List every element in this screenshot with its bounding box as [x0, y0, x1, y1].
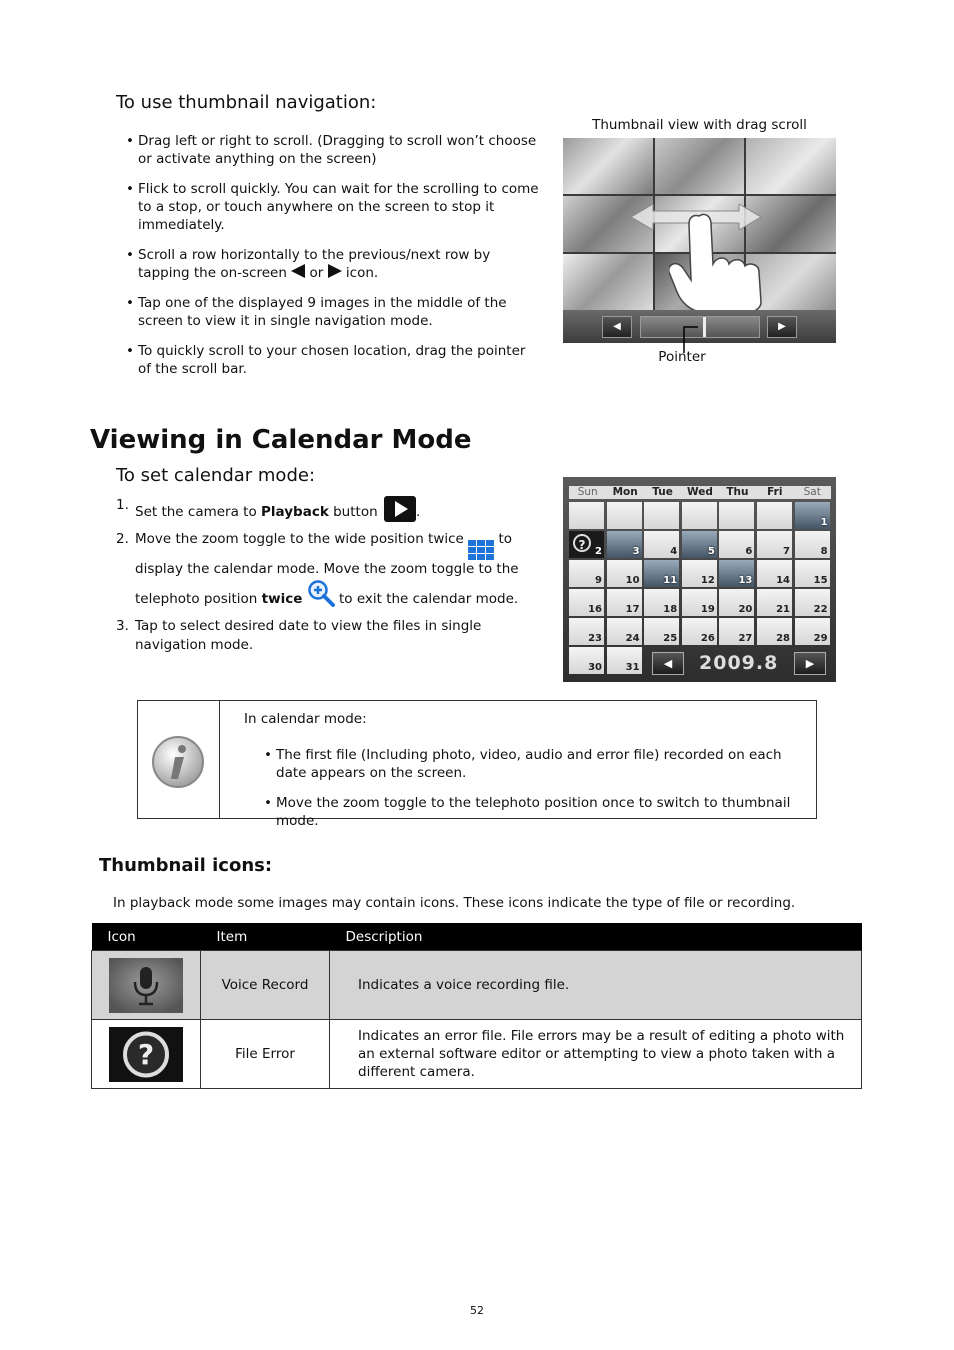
step-text: to display the calendar mode. Move the zoom toggle to the telephoto position [135, 531, 519, 607]
calendar-day-number: 6 [745, 546, 753, 557]
calendar-day-cell[interactable] [644, 589, 679, 616]
question-mark-icon [109, 1027, 183, 1082]
table-header-row [92, 923, 862, 951]
calendar-day-cell[interactable] [795, 618, 830, 645]
calendar-day-cell[interactable] [719, 589, 754, 616]
calendar-day-number: 20 [738, 604, 753, 615]
step-text: button [333, 504, 378, 520]
column-header: Icon [92, 923, 201, 951]
calendar-day-cell[interactable] [644, 531, 679, 558]
weekday-label: Thu [726, 486, 749, 498]
calendar-empty-cell [607, 502, 642, 529]
step-text: Tap to select desired date to view the files in single navigation mode. [135, 618, 482, 653]
calendar-day-cell[interactable] [719, 618, 754, 645]
description-cell: Indicates an error file. File errors may be a result of editing a photo with an external software editor or attempting to view a photo taken with a different camera. [330, 1020, 862, 1089]
thumb-nav-bullets [116, 132, 541, 378]
next-month-button[interactable]: ▶ [794, 652, 826, 675]
calendar-day-number: 31 [625, 662, 640, 673]
weekday-label: Fri [767, 486, 783, 498]
calendar-day-cell[interactable] [569, 618, 604, 645]
icon-cell [92, 1020, 201, 1089]
next-row-button[interactable]: ▶ [767, 316, 797, 338]
step-text: to exit the calendar mode. [338, 591, 519, 607]
calendar-subheading: To set calendar mode: [116, 465, 316, 486]
step-text: . [415, 504, 421, 520]
thumbnail-view-screenshot [563, 138, 836, 343]
step-bold-text: Playback [261, 504, 329, 520]
list-item [116, 246, 541, 282]
calendar-day-number: 27 [738, 633, 753, 644]
previous-month-button[interactable]: ◀ [652, 652, 684, 675]
weekday-label: Tue [652, 486, 673, 498]
calendar-day-cell[interactable] [569, 647, 604, 674]
calendar-day-number: 17 [625, 604, 640, 615]
calendar-day-cell[interactable] [607, 589, 642, 616]
grid-view-icon [468, 540, 494, 560]
note-intro: In calendar mode: [244, 711, 367, 727]
description-cell: Indicates a voice recording file. [330, 951, 862, 1020]
weekday-label: Sat [803, 486, 821, 498]
item-cell: File Error [201, 1020, 330, 1089]
calendar-day-number: 28 [776, 633, 790, 644]
question-mark-icon: ? [573, 534, 591, 552]
thumbnail-icons-intro: In playback mode some images may contain icons. These icons indicate the type of file or recording. [113, 895, 796, 911]
step-text: Move the zoom toggle to the wide position twice [135, 531, 464, 547]
calendar-day-number: 1 [820, 517, 828, 528]
calendar-day-number: 14 [776, 575, 790, 586]
calendar-month-label: 2009.8 [699, 652, 779, 674]
weekday-label: Wed [687, 486, 713, 498]
calendar-day-cell[interactable] [757, 589, 792, 616]
note-bullets [254, 746, 804, 830]
list-item: • Flick to scroll quickly. You can wait for the scrolling to come to a stop, or touch anywhere on the screen to stop it immediately. [116, 180, 541, 234]
calendar-day-number: 16 [588, 604, 602, 615]
calendar-day-number: 24 [625, 633, 640, 644]
calendar-day-number: 15 [813, 575, 828, 586]
calendar-day-number: 3 [632, 546, 640, 557]
calendar-day-number: 4 [670, 546, 678, 557]
calendar-day-number: 2 [595, 546, 602, 557]
calendar-empty-cell [569, 502, 604, 529]
calendar-weekday-header [569, 486, 831, 499]
list-item: • To quickly scroll to your chosen location, drag the pointer of the scroll bar. [116, 342, 541, 378]
calendar-day-cell[interactable] [682, 618, 717, 645]
calendar-day-number: 9 [595, 575, 602, 586]
calendar-day-cell[interactable] [682, 589, 717, 616]
calendar-steps [116, 496, 541, 655]
calendar-day-cell[interactable] [569, 589, 604, 616]
calendar-day-cell[interactable] [757, 531, 792, 558]
list-item [116, 496, 541, 522]
thumbnail-image-caption: Thumbnail view with drag scroll [592, 117, 807, 133]
note-icon-cell [138, 701, 220, 818]
calendar-empty-cell [719, 502, 754, 529]
list-item: • Move the zoom toggle to the telephoto position once to switch to thumbnail mode. [254, 794, 804, 830]
svg-text:?: ? [137, 1037, 155, 1071]
list-item: • Drag left or right to scroll. (Dragging to scroll won’t choose or activate anything on the screen) [116, 132, 541, 168]
bullet-text-before: Scroll a row horizontally to the previous/next row by tapping the on-screen [138, 247, 491, 281]
calendar-day-cell[interactable] [795, 502, 830, 529]
icon-cell [92, 951, 201, 1020]
column-header: Item [201, 923, 330, 951]
calendar-day-cell[interactable] [757, 560, 792, 587]
microphone-icon [109, 958, 183, 1013]
info-icon [151, 735, 205, 789]
calendar-day-number: 5 [707, 546, 715, 557]
previous-row-button[interactable]: ◀ [602, 316, 632, 338]
calendar-day-number: 21 [776, 604, 790, 615]
weekday-label: Sun [577, 486, 598, 498]
list-item [116, 530, 541, 609]
item-cell: Voice Record [201, 951, 330, 1020]
calendar-day-cell[interactable] [795, 589, 830, 616]
right-triangle-icon [328, 264, 342, 278]
calendar-day-cell[interactable] [569, 531, 604, 558]
calendar-day-number: 11 [663, 575, 678, 586]
calendar-empty-cell [682, 502, 717, 529]
calendar-day-cell[interactable] [682, 531, 717, 558]
bullet-text-after: icon. [345, 265, 379, 281]
step-number: 2. [116, 531, 129, 547]
calendar-day-number: 10 [625, 575, 640, 586]
calendar-day-cell[interactable] [644, 618, 679, 645]
calendar-day-number: 30 [588, 662, 602, 673]
zoom-in-icon [307, 579, 335, 607]
calendar-day-cell[interactable] [644, 560, 679, 587]
calendar-day-cell[interactable] [795, 560, 830, 587]
calendar-day-number: 18 [663, 604, 678, 615]
column-header: Description [330, 923, 862, 951]
calendar-day-number: 23 [588, 633, 602, 644]
list-item [116, 617, 541, 655]
pointer-label: Pointer [658, 349, 706, 365]
calendar-day-cell[interactable] [682, 560, 717, 587]
calendar-day-cell[interactable] [795, 531, 830, 558]
playback-icon [384, 496, 416, 522]
step-number: 3. [116, 618, 129, 634]
hand-pointer-icon [669, 212, 779, 312]
note-box [137, 700, 817, 829]
calendar-day-number: 26 [700, 633, 715, 644]
calendar-day-cell[interactable] [719, 560, 754, 587]
page-title: Viewing in Calendar Mode [90, 425, 472, 455]
calendar-day-cell[interactable] [607, 560, 642, 587]
calendar-day-number: 8 [820, 546, 828, 557]
list-item: • The first file (Including photo, video, audio and error file) recorded on each date appears on the screen. [254, 746, 804, 782]
step-bold-text: twice [261, 591, 303, 607]
calendar-empty-cell [757, 502, 792, 529]
calendar-day-cell[interactable] [607, 647, 642, 674]
scroll-pointer[interactable] [703, 317, 706, 337]
calendar-day-cell[interactable] [607, 531, 642, 558]
list-item: • Tap one of the displayed 9 images in the middle of the screen to view it in single navigation mode. [116, 294, 541, 330]
calendar-day-cell[interactable] [607, 618, 642, 645]
bullet-text-middle: or [309, 265, 324, 281]
step-number: 1. [116, 497, 129, 513]
step-text: Set the camera to [135, 504, 257, 520]
table-row [92, 1020, 862, 1089]
thumbnail-icons-heading: Thumbnail icons: [99, 855, 273, 876]
weekday-label: Mon [612, 486, 638, 498]
calendar-view-screenshot [563, 477, 836, 682]
thumbnail-icons-table [91, 923, 862, 1089]
left-triangle-icon [291, 264, 305, 278]
calendar-day-number: 29 [813, 633, 828, 644]
calendar-day-number: 12 [700, 575, 715, 586]
calendar-empty-cell [644, 502, 679, 529]
table-row [92, 951, 862, 1020]
calendar-day-cell[interactable] [569, 560, 604, 587]
thumb-nav-heading: To use thumbnail navigation: [116, 92, 377, 113]
calendar-day-number: 7 [783, 546, 790, 557]
calendar-day-number: 13 [738, 575, 753, 586]
calendar-day-number: 25 [663, 633, 678, 644]
scroll-track[interactable] [640, 316, 760, 338]
calendar-day-number: 22 [813, 604, 828, 615]
calendar-day-cell[interactable] [719, 531, 754, 558]
calendar-day-cell[interactable] [757, 618, 792, 645]
calendar-day-number: 19 [700, 604, 715, 615]
page-number: 52 [470, 1304, 484, 1317]
